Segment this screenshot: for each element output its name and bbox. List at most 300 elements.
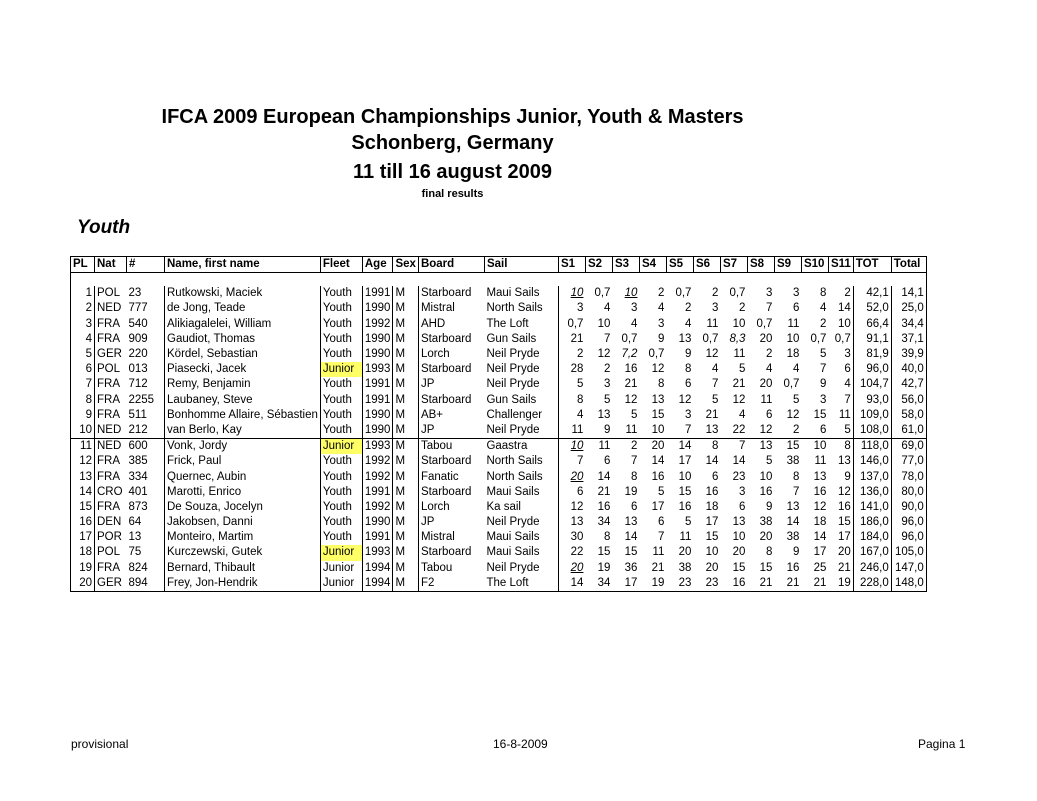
table-cell: 2: [631, 440, 638, 453]
table-cell: Maui Sails: [486, 485, 540, 498]
table-cell: Mistral: [418, 301, 484, 316]
table-cell: Mistral: [418, 530, 484, 545]
table-cell: 6: [793, 302, 800, 315]
table-cell: van Berlo, Kay: [165, 423, 321, 439]
table-cell: 9: [820, 378, 827, 391]
table-cell: 147,0: [891, 561, 926, 576]
table-cell: 8: [71, 393, 95, 408]
table-cell: 93,0: [853, 393, 891, 408]
table-cell: Challenger: [486, 408, 543, 421]
table-cell: 12: [813, 500, 827, 513]
table-cell: Fanatic: [418, 469, 484, 484]
table-cell: 18: [71, 545, 95, 560]
table-cell: M: [393, 561, 418, 576]
table-cell: 1992: [362, 454, 393, 469]
table-cell: 19: [71, 561, 95, 576]
table-cell: 13: [693, 423, 720, 439]
table-cell: Marotti, Enrico: [165, 485, 321, 500]
table-cell: 9: [658, 332, 665, 345]
table-cell: Youth: [320, 423, 362, 439]
table-cell: 1992: [362, 469, 393, 484]
table-cell: Lorch: [418, 500, 484, 515]
table-cell: 14: [837, 302, 851, 315]
table-cell: Bernard, Thibault: [165, 561, 321, 576]
table-row: [71, 377, 927, 392]
table-cell: 1991: [362, 377, 393, 392]
table-cell: 10: [705, 546, 719, 559]
table-cell: 3: [844, 348, 851, 361]
table-cell: 14: [71, 485, 95, 500]
table-cell: 12: [705, 348, 719, 361]
table-cell: Laubaney, Steve: [165, 393, 321, 408]
table-cell: 13: [597, 408, 611, 421]
table-cell: M: [393, 439, 418, 455]
table-cell: M: [393, 393, 418, 408]
column-header: S6: [693, 257, 720, 273]
table-cell: 16: [624, 363, 638, 376]
table-cell: 23: [693, 576, 720, 592]
table-cell: 2: [774, 423, 801, 439]
table-cell: Youth: [320, 301, 362, 316]
table-cell: 013: [128, 363, 148, 376]
table-cell: Bonhomme Allaire, Sébastien: [165, 408, 321, 423]
table-cell: 40,0: [891, 362, 926, 377]
table-cell: 16: [720, 576, 747, 592]
table-cell: 34: [597, 516, 611, 529]
table-cell: GER: [95, 347, 127, 362]
table-cell: 6: [766, 408, 773, 421]
table-cell: Lorch: [418, 347, 484, 362]
column-header: S8: [747, 257, 774, 273]
table-cell: 7: [712, 378, 719, 391]
table-cell: 16: [813, 485, 827, 498]
table-cell: 1990: [362, 347, 393, 362]
table-cell: 6: [801, 423, 828, 439]
table-cell: 1: [71, 286, 95, 301]
table-cell: FRA: [95, 408, 127, 423]
table-cell: 13: [558, 515, 585, 530]
footer-date: 16-8-2009: [493, 737, 548, 751]
table-cell: 2: [558, 347, 585, 362]
table-cell: 109,0: [853, 408, 891, 423]
column-header: S9: [774, 257, 801, 273]
footer-page: Pagina 1: [918, 737, 966, 751]
table-cell: 0,7: [810, 332, 827, 345]
table-cell: 10: [732, 317, 746, 330]
table-cell: 1991: [362, 485, 393, 500]
table-cell: 5: [828, 423, 853, 439]
table-cell: AB+: [418, 408, 484, 423]
table-cell: 5: [793, 393, 800, 406]
column-header: Sail: [484, 257, 558, 273]
table-cell: 64: [128, 516, 142, 529]
table-cell: 52,0: [853, 301, 891, 316]
table-cell: M: [393, 469, 418, 484]
table-cell: M: [393, 347, 418, 362]
table-cell: 18: [786, 348, 800, 361]
table-cell: 0,7: [621, 332, 638, 345]
table-cell: The Loft: [486, 317, 529, 330]
table-cell: 7,2: [621, 348, 638, 361]
table-cell: 69,0: [891, 439, 926, 455]
title-line-1: IFCA 2009 European Championships Junior, Youth & Masters: [161, 106, 744, 128]
table-row: [71, 485, 927, 500]
table-cell: 7: [844, 393, 851, 406]
table-cell: 2: [844, 287, 851, 300]
table-cell: 34: [585, 576, 612, 592]
table-cell: 21: [747, 576, 774, 592]
table-cell: Tabou: [418, 561, 484, 576]
table-row: [71, 530, 927, 545]
table-cell: 104,7: [853, 377, 891, 392]
table-cell: 0,7: [558, 317, 585, 332]
table-cell: 220: [128, 348, 148, 361]
table-cell: 80,0: [891, 485, 926, 500]
table-cell: FRA: [95, 469, 127, 484]
table-cell: 12: [71, 454, 95, 469]
table-cell: 96,0: [891, 530, 926, 545]
table-cell: 148,0: [891, 576, 926, 592]
table-cell: Neil Pryde: [486, 348, 540, 361]
table-cell: 3: [604, 378, 611, 391]
table-cell: Gun Sails: [486, 393, 537, 406]
column-header: Total: [891, 257, 926, 273]
table-cell: 13: [624, 516, 638, 529]
table-cell: 90,0: [891, 500, 926, 515]
table-cell: 11: [558, 423, 585, 439]
table-cell: 16: [759, 485, 773, 498]
table-row: [71, 545, 927, 560]
table-cell: 21: [705, 408, 719, 421]
table-cell: 7: [71, 377, 95, 392]
table-cell: 909: [128, 332, 148, 345]
table-cell: 6: [712, 470, 719, 483]
table-cell: 15: [678, 485, 692, 498]
table-cell: 5: [820, 348, 827, 361]
table-cell: Youth: [320, 393, 362, 408]
table-cell: GER: [95, 576, 127, 592]
table-cell: 4: [658, 302, 665, 315]
table-cell: M: [393, 515, 418, 530]
table-cell: FRA: [95, 377, 127, 392]
column-header: #: [127, 257, 165, 273]
table-cell: 4: [712, 363, 719, 376]
table-cell: 91,1: [853, 332, 891, 347]
table-cell: 6: [685, 378, 692, 391]
table-cell: 15: [732, 561, 746, 574]
table-cell: POL: [95, 286, 127, 301]
table-row: [71, 301, 927, 316]
table-cell: 14: [558, 576, 585, 592]
table-cell: Frick, Paul: [165, 454, 321, 469]
table-cell: 20: [651, 440, 665, 453]
table-cell: 15: [813, 408, 827, 421]
table-cell: 16: [71, 515, 95, 530]
table-cell: 12: [597, 348, 611, 361]
table-cell: CRO: [95, 485, 127, 500]
table-cell: 2: [820, 317, 827, 330]
table-cell: 23: [128, 287, 142, 300]
table-cell: 8: [685, 363, 692, 376]
table-row: [71, 500, 927, 515]
table-cell: 385: [128, 455, 148, 468]
table-cell: 7: [666, 423, 693, 439]
table-cell: 3: [685, 408, 692, 421]
table-cell: 167,0: [853, 545, 891, 560]
table-cell: 21: [597, 485, 611, 498]
table-cell: Alikiagalelei, William: [165, 317, 321, 332]
table-cell: 184,0: [853, 530, 891, 545]
table-cell: POR: [95, 530, 127, 545]
table-cell: 0,7: [756, 317, 773, 330]
table-cell: 15: [786, 440, 800, 453]
table-cell: 19: [624, 485, 638, 498]
table-cell: 13: [71, 469, 95, 484]
table-cell: Junior: [320, 439, 362, 455]
table-cell: 0,7: [834, 332, 851, 345]
table-cell: Gun Sails: [486, 332, 537, 345]
table-cell: M: [393, 545, 418, 560]
table-cell: 12: [786, 408, 800, 421]
table-cell: M: [393, 317, 418, 332]
results-table: [70, 256, 927, 592]
table-cell: Neil Pryde: [486, 516, 540, 529]
table-cell: Vonk, Jordy: [165, 439, 321, 455]
table-cell: 8: [793, 470, 800, 483]
table-cell: 2: [739, 302, 746, 315]
table-cell: 1992: [362, 500, 393, 515]
table-cell: JP: [418, 377, 484, 392]
table-cell: 2: [658, 287, 665, 300]
table-cell: M: [393, 485, 418, 500]
column-header: Age: [362, 257, 393, 273]
table-cell: 21: [801, 576, 828, 592]
table-cell: 108,0: [853, 423, 891, 439]
table-cell: Quernec, Aubin: [165, 469, 321, 484]
table-cell: 0,7: [675, 287, 692, 300]
table-cell: M: [393, 423, 418, 439]
column-header: S2: [585, 257, 612, 273]
table-cell: 0,7: [783, 378, 800, 391]
title-line-3: 11 till 16 august 2009: [353, 161, 552, 183]
table-cell: 34,4: [891, 317, 926, 332]
table-cell: 11: [814, 455, 827, 468]
table-cell: Youth: [320, 469, 362, 484]
table-cell: Youth: [320, 408, 362, 423]
table-row: [71, 347, 927, 362]
table-cell: 3: [766, 287, 773, 300]
table-cell: 137,0: [853, 469, 891, 484]
table-cell: 4: [766, 363, 773, 376]
table-row: [71, 454, 927, 469]
table-cell: Maui Sails: [486, 546, 540, 559]
table-cell: F2: [418, 576, 484, 592]
table-cell: 14: [813, 531, 827, 544]
table-cell: 3: [631, 302, 638, 315]
table-cell: 28: [558, 362, 585, 377]
table-cell: 3: [71, 317, 95, 332]
table-cell: JP: [418, 515, 484, 530]
table-cell: 3: [739, 485, 746, 498]
table-cell: 10: [558, 439, 585, 455]
table-cell: 3: [712, 302, 719, 315]
table-cell: 18: [813, 516, 827, 529]
table-cell: 8,3: [729, 332, 746, 345]
column-header: S1: [558, 257, 585, 273]
table-cell: 23: [732, 470, 746, 483]
table-cell: M: [393, 500, 418, 515]
table-cell: Jakobsen, Danni: [165, 515, 321, 530]
table-cell: 5: [604, 393, 611, 406]
table-cell: Youth: [320, 332, 362, 347]
table-cell: 16: [786, 561, 800, 574]
table-cell: 1991: [362, 286, 393, 301]
table-cell: North Sails: [486, 302, 543, 315]
table-cell: FRA: [95, 561, 127, 576]
table-row: [71, 332, 927, 347]
table-cell: 13: [678, 332, 692, 345]
table-cell: 13: [732, 516, 746, 529]
table-cell: 228,0: [853, 576, 891, 592]
table-cell: 6: [631, 500, 638, 513]
column-header: Fleet: [320, 257, 362, 273]
table-cell: 10: [624, 287, 638, 300]
table-cell: 0,7: [648, 348, 665, 361]
table-cell: 13: [759, 440, 773, 453]
table-cell: Starboard: [418, 362, 484, 377]
table-cell: 17: [678, 455, 692, 468]
table-cell: 38: [678, 561, 692, 574]
table-cell: 12: [624, 393, 638, 406]
table-cell: 3: [793, 287, 800, 300]
table-cell: 17: [612, 576, 639, 592]
table-cell: 30: [558, 530, 585, 545]
column-header: Board: [418, 257, 484, 273]
table-row: [71, 561, 927, 576]
table-cell: Youth: [320, 515, 362, 530]
table-cell: Junior: [320, 561, 362, 576]
table-cell: Neil Pryde: [486, 363, 540, 376]
table-cell: 13: [786, 500, 800, 513]
table-cell: 5: [739, 363, 746, 376]
table-cell: 8: [631, 470, 638, 483]
table-cell: 20: [705, 561, 719, 574]
table-cell: Youth: [320, 347, 362, 362]
table-row: [71, 317, 927, 332]
table-row: [71, 408, 927, 423]
table-cell: AHD: [418, 317, 484, 332]
table-cell: Youth: [320, 377, 362, 392]
table-cell: 7: [766, 302, 773, 315]
table-cell: 10: [639, 423, 666, 439]
table-cell: DEN: [95, 515, 127, 530]
table-cell: 777: [128, 302, 148, 315]
table-cell: 10: [678, 470, 692, 483]
table-cell: Youth: [320, 485, 362, 500]
section-heading: Youth: [77, 217, 131, 238]
table-cell: 12: [558, 500, 585, 515]
table-cell: M: [393, 377, 418, 392]
table-cell: 14: [786, 516, 800, 529]
table-cell: POL: [95, 545, 127, 560]
table-cell: 246,0: [853, 561, 891, 576]
table-cell: NED: [95, 301, 127, 316]
table-cell: NED: [95, 423, 127, 439]
table-cell: 21: [774, 576, 801, 592]
table-cell: 16: [705, 485, 719, 498]
table-cell: 78,0: [891, 469, 926, 484]
table-cell: Starboard: [418, 485, 484, 500]
table-cell: 9: [71, 408, 95, 423]
table-cell: 6: [558, 485, 585, 500]
table-cell: 15: [759, 561, 773, 574]
table-cell: Starboard: [418, 393, 484, 408]
table-cell: 118,0: [853, 439, 891, 455]
column-header: Nat: [95, 257, 127, 273]
table-row: [71, 576, 927, 592]
table-cell: 11: [787, 317, 800, 330]
table-cell: Gaastra: [486, 440, 528, 453]
table-cell: POL: [95, 362, 127, 377]
table-cell: 18: [705, 500, 719, 513]
table-cell: 14: [651, 455, 665, 468]
table-cell: 401: [128, 485, 148, 498]
table-cell: 3: [658, 317, 665, 330]
table-cell: 600: [128, 440, 148, 453]
table-cell: 21: [558, 332, 585, 347]
table-cell: 10: [71, 423, 95, 439]
table-cell: 4: [739, 408, 746, 421]
table-cell: 4: [793, 363, 800, 376]
column-header: Name, first name: [165, 257, 321, 273]
table-cell: Neil Pryde: [486, 378, 540, 391]
table-cell: 20: [759, 332, 773, 345]
table-cell: 17: [837, 531, 851, 544]
table-row: [71, 286, 927, 301]
table-cell: 1990: [362, 515, 393, 530]
column-header: Sex: [393, 257, 418, 273]
table-cell: 1993: [362, 439, 393, 455]
table-cell: 8: [604, 531, 611, 544]
table-cell: 8: [712, 440, 719, 453]
table-cell: 81,9: [853, 347, 891, 362]
table-cell: 894: [127, 576, 165, 592]
table-cell: 5: [71, 347, 95, 362]
table-cell: 6: [658, 516, 665, 529]
table-cell: 14: [624, 531, 638, 544]
table-cell: 10: [813, 440, 827, 453]
table-cell: Tabou: [418, 439, 484, 455]
table-cell: 511: [128, 408, 147, 421]
footer-left: provisional: [71, 737, 129, 751]
table-cell: 96,0: [853, 362, 891, 377]
table-cell: The Loft: [484, 576, 558, 592]
table-cell: 10: [597, 317, 611, 330]
table-cell: 20: [759, 378, 773, 391]
table-cell: 11: [652, 546, 665, 559]
table-cell: 9: [585, 423, 612, 439]
table-cell: 1990: [362, 301, 393, 316]
table-cell: M: [393, 286, 418, 301]
table-cell: Starboard: [418, 332, 484, 347]
title-line-2: Schonberg, Germany: [351, 132, 554, 154]
table-cell: 15: [705, 531, 719, 544]
table-cell: 66,4: [853, 317, 891, 332]
table-cell: 17: [705, 516, 719, 529]
table-cell: North Sails: [486, 470, 543, 483]
table-cell: 42,1: [853, 286, 891, 301]
table-cell: 36: [624, 561, 638, 574]
